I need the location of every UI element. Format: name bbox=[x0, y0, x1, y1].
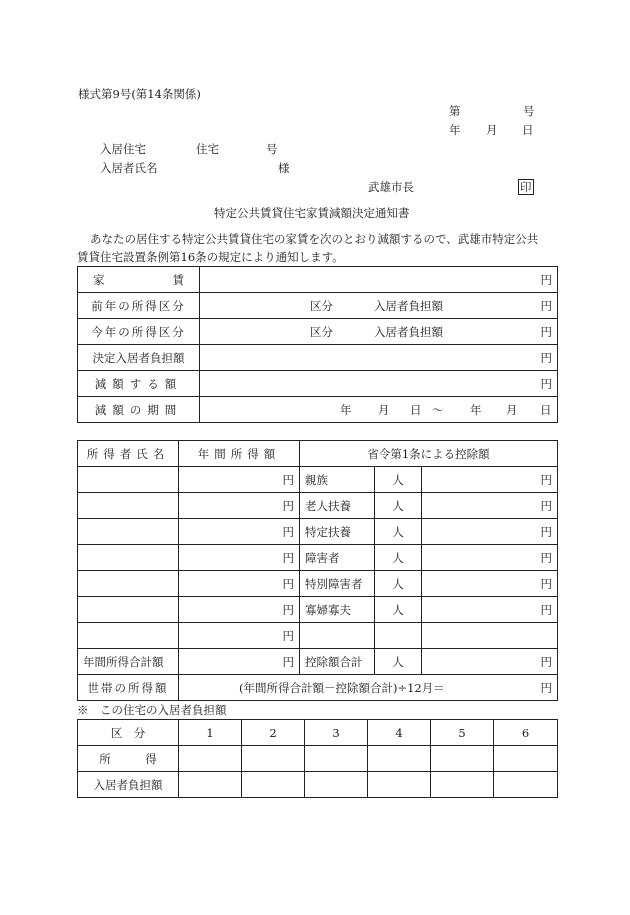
deduction-type: 障害者 bbox=[300, 545, 375, 571]
person-count: 人 bbox=[375, 597, 422, 623]
person-count: 人 bbox=[375, 467, 422, 493]
deduction-type: 特定扶養 bbox=[300, 519, 375, 545]
deduction-header: 省令第1条による控除額 bbox=[300, 441, 558, 467]
col-header: 5 bbox=[431, 720, 494, 746]
person-count: 人 bbox=[375, 649, 422, 675]
person-count bbox=[375, 623, 422, 649]
cell bbox=[179, 772, 242, 798]
earner-cell bbox=[78, 571, 179, 597]
table-row bbox=[78, 746, 558, 772]
annual-cell: 円 bbox=[179, 519, 300, 545]
table-row bbox=[78, 319, 558, 345]
household-formula-cell bbox=[179, 675, 558, 701]
curr-income-value: 区分 入居者負担額 円 bbox=[200, 319, 558, 345]
earner-header: 所得者氏名 bbox=[78, 441, 179, 467]
table-row bbox=[78, 675, 558, 701]
deduction-amount bbox=[422, 623, 558, 649]
number-dai: 第 bbox=[449, 104, 461, 118]
annual-cell: 円 bbox=[179, 545, 300, 571]
earner-cell bbox=[78, 467, 179, 493]
household-yen: 円 bbox=[540, 681, 553, 695]
table-row bbox=[78, 441, 558, 467]
decided-burden-value: 円 bbox=[200, 345, 558, 371]
burden-row-label: 入居者負担額 bbox=[78, 772, 179, 798]
deduction-type: 寡婦寡夫 bbox=[300, 597, 375, 623]
earner-cell bbox=[78, 519, 179, 545]
reduction-label: 減額する額 bbox=[78, 371, 200, 397]
note: ※ この住宅の入居者負担額 bbox=[77, 703, 227, 717]
cell bbox=[431, 772, 494, 798]
table-row bbox=[78, 467, 558, 493]
date-month: 月 bbox=[486, 123, 498, 137]
total-label: 年間所得合計額 bbox=[78, 649, 179, 675]
household-label: 世帯の所得額 bbox=[78, 675, 179, 701]
cell bbox=[242, 746, 305, 772]
rent-table bbox=[77, 266, 558, 423]
rent-value: 円 bbox=[200, 267, 558, 293]
table-row bbox=[78, 772, 558, 798]
earner-cell bbox=[78, 623, 179, 649]
residence-go: 号 bbox=[266, 142, 278, 156]
col-header: 1 bbox=[179, 720, 242, 746]
deduction-amount: 円 bbox=[422, 597, 558, 623]
deduction-type: 親族 bbox=[300, 467, 375, 493]
table-row bbox=[78, 371, 558, 397]
deduction-type: 老人扶養 bbox=[300, 493, 375, 519]
table-row bbox=[78, 345, 558, 371]
person-count: 人 bbox=[375, 519, 422, 545]
annual-cell: 円 bbox=[179, 597, 300, 623]
decided-burden-label: 決定入居者負担額 bbox=[78, 345, 200, 371]
date-day: 日 bbox=[522, 123, 534, 137]
earner-cell bbox=[78, 597, 179, 623]
burden-table bbox=[77, 719, 558, 798]
document-title: 特定公共賃貸住宅家賃減額決定通知書 bbox=[214, 206, 410, 220]
deduction-amount: 円 bbox=[422, 519, 558, 545]
deduction-total-label: 控除額合計 bbox=[300, 649, 375, 675]
table-row bbox=[78, 519, 558, 545]
total-annual: 円 bbox=[179, 649, 300, 675]
deduction-amount: 円 bbox=[422, 467, 558, 493]
cell bbox=[305, 772, 368, 798]
earner-cell bbox=[78, 493, 179, 519]
income-row-label: 所 得 bbox=[78, 746, 179, 772]
cell bbox=[368, 772, 431, 798]
table-row bbox=[78, 623, 558, 649]
residence-jutaku: 住宅 bbox=[196, 142, 219, 156]
cell bbox=[179, 746, 242, 772]
annual-cell: 円 bbox=[179, 623, 300, 649]
kubun-header: 区 分 bbox=[78, 720, 179, 746]
annual-cell: 円 bbox=[179, 571, 300, 597]
person-count: 人 bbox=[375, 493, 422, 519]
cell bbox=[494, 772, 558, 798]
period-value: 年 月 日 ～ 年 月 日 bbox=[200, 397, 558, 423]
residence-label: 入居住宅 bbox=[100, 142, 146, 156]
cell bbox=[368, 746, 431, 772]
household-formula: (年間所得合計額－控除額合計)÷12月＝ bbox=[239, 681, 445, 695]
cell bbox=[431, 746, 494, 772]
table-row bbox=[78, 493, 558, 519]
seal-mark: 印 bbox=[520, 180, 532, 194]
body-line-2: 賃貸住宅設置条例第16条の規定により通知します。 bbox=[77, 250, 344, 264]
curr-income-label: 今年の所得区分 bbox=[78, 319, 200, 345]
col-header: 3 bbox=[305, 720, 368, 746]
rent-label: 家 賃 bbox=[78, 267, 200, 293]
deduction-type bbox=[300, 623, 375, 649]
col-header: 6 bbox=[494, 720, 558, 746]
form-number: 様式第9号(第14条関係) bbox=[78, 87, 201, 101]
table-row bbox=[78, 267, 558, 293]
annual-cell: 円 bbox=[179, 493, 300, 519]
deduction-total-amount: 円 bbox=[422, 649, 558, 675]
earner-cell bbox=[78, 545, 179, 571]
body-line-1: あなたの居住する特定公共賃貸住宅の家賃を次のとおり減額するので、武雄市特定公共 bbox=[90, 232, 539, 246]
cell bbox=[494, 746, 558, 772]
table-row bbox=[78, 571, 558, 597]
tenant-sama: 様 bbox=[278, 161, 290, 175]
cell bbox=[242, 772, 305, 798]
issuer: 武雄市長 bbox=[368, 180, 414, 194]
number-go: 号 bbox=[523, 104, 535, 118]
table-row bbox=[78, 720, 558, 746]
table-row bbox=[78, 397, 558, 423]
tenant-label: 入居者氏名 bbox=[100, 161, 158, 175]
prev-income-label: 前年の所得区分 bbox=[78, 293, 200, 319]
deduction-amount: 円 bbox=[422, 571, 558, 597]
cell bbox=[305, 746, 368, 772]
col-header: 2 bbox=[242, 720, 305, 746]
deduction-amount: 円 bbox=[422, 493, 558, 519]
period-label: 減額の期間 bbox=[78, 397, 200, 423]
reduction-value: 円 bbox=[200, 371, 558, 397]
deduction-amount: 円 bbox=[422, 545, 558, 571]
table-row bbox=[78, 597, 558, 623]
income-table bbox=[77, 440, 558, 701]
table-row bbox=[78, 649, 558, 675]
person-count: 人 bbox=[375, 571, 422, 597]
col-header: 4 bbox=[368, 720, 431, 746]
annual-cell: 円 bbox=[179, 467, 300, 493]
deduction-type: 特別障害者 bbox=[300, 571, 375, 597]
table-row bbox=[78, 293, 558, 319]
date-year: 年 bbox=[449, 123, 461, 137]
annual-header: 年間所得額 bbox=[179, 441, 300, 467]
person-count: 人 bbox=[375, 545, 422, 571]
prev-income-value: 区分 入居者負担額 円 bbox=[200, 293, 558, 319]
table-row bbox=[78, 545, 558, 571]
